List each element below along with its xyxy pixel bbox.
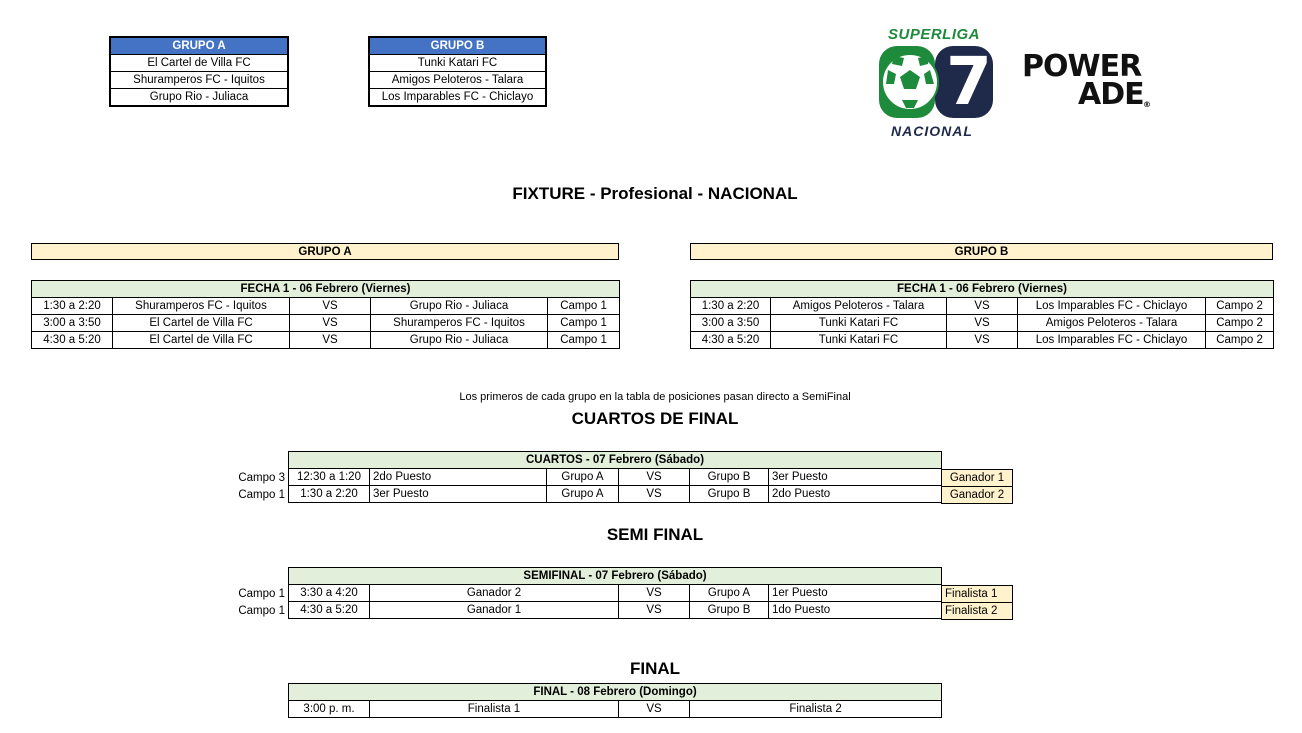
match-time: 3:00 a 3:50 [691,315,771,332]
group-a-team: El Cartel de Villa FC [110,55,288,72]
group-b-roster-title: GRUPO B [369,37,546,55]
match-time: 1:30 a 2:20 [691,298,771,315]
table-row [289,585,942,602]
position: 1er Puesto [769,585,942,602]
group-b-roster [368,36,547,107]
vs-label: VS [290,298,371,315]
home-team: Amigos Peloteros - Talara [771,298,947,315]
match-time: 3:00 p. m. [289,701,370,718]
vs-label: VS [290,332,371,349]
group-a-fixture-table [31,280,620,349]
group-b-team: Tunki Katari FC [369,55,546,72]
cuartos-date-header: CUARTOS - 07 Febrero (Sábado) [289,452,942,469]
superliga-top-text: SUPERLIGA [888,26,981,43]
table-row [691,332,1274,349]
position-1: 3er Puesto [370,486,547,503]
winner-label: Ganador 1 [942,470,1013,487]
team: Ganador 2 [370,585,619,602]
semi-fields [230,585,288,619]
vs-label: VS [947,332,1018,349]
group-a-roster [109,36,289,107]
group-2: Grupo B [690,469,769,486]
away-team: Amigos Peloteros - Talara [1018,315,1206,332]
away-team: Grupo Rio - Juliaca [371,298,548,315]
table-row [289,486,942,503]
vs-label: VS [947,315,1018,332]
table-row [32,315,620,332]
group-b-team: Amigos Peloteros - Talara [369,72,546,89]
team-1: Finalista 1 [370,701,619,718]
semi-results [941,585,1013,620]
group-b-banner: GRUPO B [690,243,1273,260]
match-time: 1:30 a 2:20 [289,486,370,503]
cuartos-title: CUARTOS DE FINAL [571,409,739,428]
table-row [289,469,942,486]
match-field: Campo 1 [548,315,620,332]
powerade-registered: ® [1143,100,1151,109]
group-b-team: Los Imparables FC - Chiclayo [381,91,534,103]
page-title: FIXTURE - Profesional - NACIONAL [512,184,798,203]
vs-label: VS [619,701,690,718]
position-1: 2do Puesto [370,469,547,486]
away-team: Los Imparables FC - Chiclayo [1018,332,1206,349]
powerade-line2: ADE [1078,77,1144,112]
match-field: Campo 1 [548,332,620,349]
position-2: 2do Puesto [769,486,942,503]
group: Grupo A [690,585,769,602]
superliga-logo [874,26,999,144]
team: Ganador 1 [370,602,619,619]
table-row [32,298,620,315]
table-row [32,332,620,349]
group-b-date-header: FECHA 1 - 06 Febrero (Viernes) [691,281,1274,298]
match-field: Campo 1 [238,488,285,501]
match-field: Campo 1 [238,604,285,617]
match-field: Campo 1 [548,298,620,315]
home-team: El Cartel de Villa FC [113,315,290,332]
home-team: El Cartel de Villa FC [113,332,290,349]
group-a-team: Grupo Rio - Juliaca [149,91,249,103]
vs-label: VS [619,602,690,619]
group-a-roster-title: GRUPO A [110,37,288,55]
semi-date-header: SEMIFINAL - 07 Febrero (Sábado) [289,568,942,585]
group-1: Grupo A [547,469,619,486]
vs-label: VS [619,585,690,602]
group-1: Grupo A [547,486,619,503]
match-time: 1:30 a 2:20 [32,298,113,315]
group: Grupo B [690,602,769,619]
vs-label: VS [619,486,690,503]
match-time: 12:30 a 1:20 [289,469,370,486]
away-team: Grupo Rio - Juliaca [371,332,548,349]
qualification-note: Los primeros de cada grupo en la tabla de posiciones pasan directo a SemiFinal [459,391,851,403]
finalist-label: Finalista 2 [942,603,1013,620]
table-row [691,315,1274,332]
final-table [288,683,942,718]
match-time: 4:30 a 5:20 [32,332,113,349]
away-team: Shuramperos FC - Iquitos [371,315,548,332]
vs-label: VS [619,469,690,486]
match-field: Campo 2 [1206,315,1274,332]
home-team: Tunki Katari FC [771,332,947,349]
group-a-banner: GRUPO A [31,243,619,260]
superliga-number: 7 [946,43,992,120]
table-row [289,602,942,619]
finalist-label: Finalista 1 [942,586,1013,603]
match-time: 4:30 a 5:20 [289,602,370,619]
final-date-header: FINAL - 08 Febrero (Domingo) [289,684,942,701]
vs-label: VS [947,298,1018,315]
winner-label: Ganador 2 [942,487,1013,504]
cuartos-fields [230,469,288,503]
powerade-logo [1022,49,1152,116]
table-row [289,701,942,718]
semi-table [288,567,942,619]
vs-label: VS [290,315,371,332]
superliga-bottom-text: NACIONAL [891,123,973,139]
group-a-date-header: FECHA 1 - 06 Febrero (Viernes) [32,281,620,298]
match-time: 3:30 a 4:20 [289,585,370,602]
final-title: FINAL [629,659,681,678]
match-field: Campo 2 [1206,332,1274,349]
match-field: Campo 2 [1206,298,1274,315]
group-a-team: Shuramperos FC - Iquitos [110,72,288,89]
position: 1do Puesto [769,602,942,619]
group-2: Grupo B [690,486,769,503]
group-b-fixture-table [690,280,1274,349]
semi-title: SEMI FINAL [606,525,704,544]
team-2: Finalista 2 [690,701,942,718]
match-field: Campo 3 [238,471,285,484]
powerade-line1: POWER [1022,49,1142,84]
away-team: Los Imparables FC - Chiclayo [1018,298,1206,315]
table-row [691,298,1274,315]
home-team: Tunki Katari FC [771,315,947,332]
match-time: 4:30 a 5:20 [691,332,771,349]
match-field: Campo 1 [238,587,285,600]
position-2: 3er Puesto [769,469,942,486]
cuartos-results [941,469,1013,504]
cuartos-table [288,451,942,503]
match-time: 3:00 a 3:50 [32,315,113,332]
home-team: Shuramperos FC - Iquitos [113,298,290,315]
